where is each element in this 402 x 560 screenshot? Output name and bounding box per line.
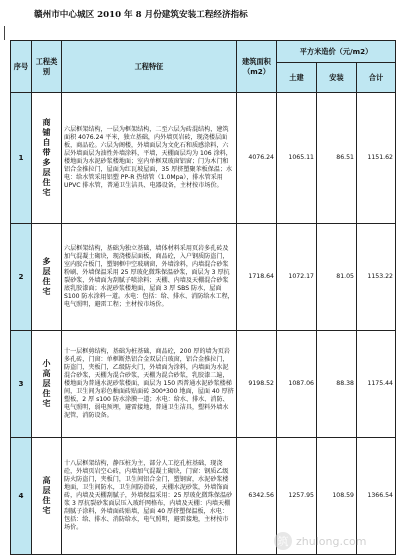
type-char: 宅 — [42, 188, 51, 197]
type-char: 小 — [42, 359, 51, 368]
header-type: 工程类别 — [32, 41, 62, 93]
row-type — [32, 224, 62, 331]
type-char: 商 — [42, 118, 51, 127]
type-char: 住 — [42, 389, 51, 398]
header-civil: 土建 — [277, 63, 317, 93]
row-area: 6342.56 — [237, 438, 277, 555]
header-total: 合计 — [357, 63, 396, 93]
table-row — [11, 93, 396, 224]
type-char: 住 — [42, 178, 51, 187]
row-install: 86.51 — [317, 93, 357, 224]
row-civil: 1065.11 — [277, 93, 317, 224]
type-char: 自 — [42, 138, 51, 147]
watermark-text: zhulong.com — [296, 534, 367, 548]
type-char: 宅 — [42, 506, 51, 515]
type-char: 宅 — [42, 399, 51, 408]
header-feature: 工程特征 — [62, 41, 237, 93]
row-total: 1366.54 — [357, 438, 396, 555]
row-install: 88.38 — [317, 331, 357, 438]
header-area: 建筑面积（m2） — [237, 41, 277, 93]
type-char: 宅 — [42, 287, 51, 296]
row-area: 1718.64 — [237, 224, 277, 331]
type-char: 多 — [42, 158, 51, 167]
row-civil: 1072.17 — [277, 224, 317, 331]
table-row — [11, 331, 396, 438]
type-char: 高 — [42, 476, 51, 485]
row-civil: 1087.06 — [277, 331, 317, 438]
row-seq: 1 — [11, 93, 32, 224]
row-total: 1153.22 — [357, 224, 396, 331]
type-char: 带 — [42, 148, 51, 157]
type-char: 住 — [42, 496, 51, 505]
header-install: 安装 — [317, 63, 357, 93]
row-type — [32, 93, 62, 224]
margin-marker — [4, 26, 5, 40]
row-install: 108.59 — [317, 438, 357, 555]
row-total: 1151.62 — [357, 93, 396, 224]
row-civil: 1257.95 — [277, 438, 317, 555]
row-area: 4076.24 — [237, 93, 277, 224]
row-feature: 六层框架结构，基础为独立基础，墙体材料采用页岩多孔砖及加气混凝土砌块，现浇楼层面板，商品砼，入户钢质防盗门，室内胶合板门，塑钢框中空玻璃窗，外墙涂料，内墙混合砂浆粉刷、外墙保温采用 25 厚玻化微珠保温砂浆，面层为 3 厚抗裂砂浆，外墙面为刮腻子喷涂料；天棚、内墙及天棚混合砂浆底乳胶漆面；水泥砂浆楼地面，屋面 3 厚 SBS 防水，屋面 S100 防水涂料一道。水电：包括：给、排水、消防给水工程，电气照明，避雷工程；主材按市场价。 — [62, 224, 237, 331]
page-title: 赣州市中心城区 2010 年 8 月份建筑安装工程经济指标 — [34, 10, 248, 20]
type-char: 住 — [42, 277, 51, 286]
type-char: 层 — [42, 267, 51, 276]
zhulong-logo-icon: 筑 — [274, 532, 292, 550]
type-char: 层 — [42, 379, 51, 388]
table-row — [11, 224, 396, 331]
row-feature: 六层框架结构，一层为框架结构，二至六层为砖混结构，建筑面积 4076.24 平米，独立基础，内外墙页岩砖，现浇楼层面板，商品砼。六层为阁楼，外墙面层为文化石和质感涂料，六层外墙面层为油性外墙涂料，平墙，天棚面层均为 106 涂料，楼地面为水泥砂浆楼地面；室内单框双玻窗铝窗；门为木门和铝合金推拉门，屋面为红瓦坡屋面，35 厚挤塑聚苯板保温；水电：给水管采用铝塑 PP-R 热熔管（1.0Mpa），排水管采用 UPVC 排水管，普通卫生洁具、电器设备，主材按市场价。 — [62, 93, 237, 224]
row-type — [32, 438, 62, 555]
type-char: 高 — [42, 369, 51, 378]
row-area: 9198.52 — [237, 331, 277, 438]
type-char: 多 — [42, 257, 51, 266]
header-unit-cost: 平方米造价（元/m2） — [277, 41, 396, 63]
zhulong-watermark — [274, 530, 392, 552]
type-char: 层 — [42, 168, 51, 177]
row-type — [32, 331, 62, 438]
row-feature: 十一层框剪结构，基础为桩基础，商品砼，200 厚的墙为页岩多孔砖，门窗：单框断热铝合金双层白玻窗，铝合金推拉门，防盗门，夹板门，乙级防火门，外墙面为涂料，内墙面为水泥混合砂浆，天棚为混合砂浆，天棚为混合砂浆，乳胶漆二遍，楼地面为普通水泥砂浆楼面，面层为 150 西普通水泥砂浆楼梯间，卫生间为彩色釉面砖贴面砖 300*300 地面，屋面 40 厚挤塑板，2 厚 s100 防水涂膜一道；水电：给水、排水、消防、电气照明，弱电预埋，避雷接地，普通卫生洁具，塑料外墙水泥管，消防设备。 — [62, 331, 237, 438]
row-seq: 3 — [11, 331, 32, 438]
row-total: 1175.44 — [357, 331, 396, 438]
type-char: 铺 — [42, 128, 51, 137]
row-install: 81.05 — [317, 224, 357, 331]
header-seq: 序号 — [11, 41, 32, 93]
cost-index-table — [10, 40, 396, 555]
row-seq: 4 — [11, 438, 32, 555]
row-feature: 十八层框架结构，静压桩为主，部分人工挖孔桩基础，现浇砼，外墙页岩空心砖，内墙加气混凝土砌块，门窗：钢质乙级防火防盗门，夹板门，卫生间铝合金门，塑钢窗，水泥砂浆楼地面，卫生间防水，卫生间防滑砖，天棚水泥砂浆，外墙饰面砖，内墙及天棚刮腻子，外墙保温采用：25 厚玻化微珠保温砂浆 3 厚抗裂砂浆面层压入玻纤网格布，内墙及天棚：内墙天棚刮腻子涂料，外墙面砖贴墙，屋面 40 厚挤塑保温板，水电：包括：给、排水、消防给水，电气照明，避雷接地，主材按市场价。 — [62, 438, 237, 555]
type-char: 层 — [42, 486, 51, 495]
row-seq: 2 — [11, 224, 32, 331]
